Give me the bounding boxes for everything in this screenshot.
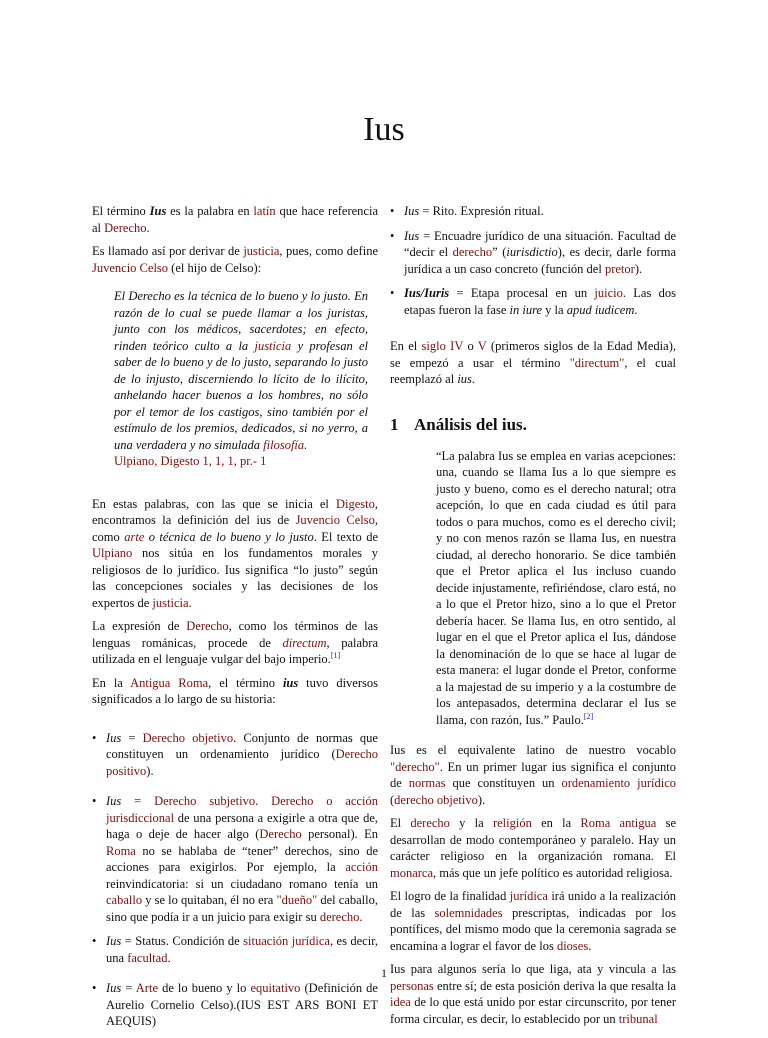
- digesto-paragraph: En estas palabras, con las que se inicia el Digesto, encontramos la definición del ius de Juvencio Celso, como arte o técnica de lo bueno y lo justo. El texto de Ulpiano nos sitúa en los fundamentos morales y religiosos de lo jurídico. Ius significa “lo justo” según las concepciones sociales y las decisiones de los expertos de justicia.: [92, 496, 378, 610]
- link-derecho-quoted[interactable]: "derecho": [390, 759, 440, 774]
- link-digesto-2[interactable]: Digesto: [335, 496, 375, 511]
- link-derecho-2[interactable]: Derecho: [186, 619, 229, 633]
- section-title: Análisis del ius.: [414, 414, 527, 434]
- link-arte-2[interactable]: Arte: [135, 981, 158, 995]
- footnote-ref-2[interactable]: [2]: [583, 711, 594, 721]
- link-dueno[interactable]: "dueño": [276, 893, 318, 907]
- link-filosofia[interactable]: filosofía: [263, 437, 305, 452]
- vocablo-paragraph: Ius es el equivalente latino de nuestro vocablo "derecho". En un primer lugar ius significa el conjunto de normas que constituyen un ordenamiento jurídico (derecho objetivo).: [390, 743, 676, 807]
- section-heading: [390, 414, 676, 436]
- link-juridica[interactable]: jurídica: [509, 889, 548, 903]
- link-accion[interactable]: acción: [345, 860, 378, 874]
- link-derecho[interactable]: Derecho: [104, 220, 147, 235]
- link-facultad[interactable]: facultad: [127, 950, 168, 965]
- list-item: • Ius/Iuris = Etapa procesal en un juicio. Las dos etapas fueron la fase in iure y la apud iudicem.: [390, 285, 676, 318]
- justicia-paragraph: Es llamado así por derivar de justicia, pues, como define Juvencio Celso (el hijo de Celso):: [92, 244, 378, 275]
- antigua-roma-paragraph: En la Antigua Roma, el término ius tuvo diversos significados a lo largo de su historia:: [92, 675, 378, 706]
- link-idea[interactable]: idea: [390, 995, 411, 1009]
- religion-paragraph: El derecho y la religión en la Roma antigua se desarrollan de modo contemporáneo y paralelo. Hay un carácter religioso en la organización romana. El monarca, más que un jefe político es autoridad religiosa.: [390, 816, 676, 880]
- link-derecho-4[interactable]: derecho: [319, 909, 360, 924]
- link-pretor[interactable]: pretor: [604, 261, 635, 276]
- link-monarca[interactable]: monarca: [390, 865, 434, 880]
- link-ulpiano[interactable]: Ulpiano: [114, 454, 155, 468]
- link-derecho-positivo[interactable]: Derecho positivo: [106, 747, 378, 778]
- link-juicio[interactable]: juicio: [594, 286, 623, 300]
- expresion-paragraph: La expresión de Derecho, como los términos de las lenguas románicas, procede de directum, palabra utilizada en el lenguaje vulgar del bajo imperio.[1]: [92, 619, 379, 666]
- link-roma[interactable]: Roma: [106, 843, 136, 858]
- link-roma-antigua[interactable]: Roma antigua: [580, 816, 657, 830]
- link-justicia-2[interactable]: justicia: [152, 595, 189, 610]
- link-solemnidades[interactable]: solemnidades: [434, 905, 503, 920]
- link-digesto[interactable]: Digesto: [160, 454, 200, 468]
- footnote-ref-1[interactable]: [1]: [330, 650, 341, 660]
- directum-paragraph: En el siglo IV o V (primeros siglos de la Edad Media), se empezó a usar el término "directum", el cual reemplazó al ius.: [390, 339, 677, 386]
- link-justicia[interactable]: justicia: [243, 244, 280, 258]
- link-derecho-objetivo-2[interactable]: derecho objetivo: [394, 792, 478, 807]
- paulo-quote: “La palabra Ius se emplea en varias acepciones: una, cuando se llama Ius a lo que siempre es justo y bueno, como es el derecho natural; otra acepción, lo que en cada ciudad es útil para todos o para muchos, como es el derecho civil; y no con menos razón se llama Ius, en nuestra ciudad, al derecho honorario. Se dice también que el Pretor aplica el Ius incluso cuando decide injustamente, refiriéndose, claro está, no a lo que el Pretor hizo, sino a lo que el Pretor debería hacer. Se llama Ius, en otro sentido, al lugar en el que el Pretor aplica el Ius, dándose la denominación de lo que se hace al lugar de esta manera: el lugar donde el Pretor, conforme a la majestad de su imperio y a la costumbre de los antepasados, determina declarar el Ius se llama, con razón, Ius.” Paulo.[2]: [436, 448, 676, 727]
- link-juvencio-celso-2[interactable]: Juvencio Celso: [295, 513, 375, 527]
- link-siglo-iv[interactable]: siglo IV: [421, 339, 464, 353]
- link-latin[interactable]: latín: [253, 204, 276, 218]
- quote-source: Ulpiano, Digesto 1, 1, 1, pr.- 1: [114, 454, 267, 468]
- link-derecho-5[interactable]: derecho: [452, 245, 493, 259]
- link-arte[interactable]: arte: [124, 529, 145, 544]
- link-situacion-juridica[interactable]: situación jurídica: [243, 934, 330, 948]
- link-derecho-6[interactable]: derecho: [410, 816, 450, 830]
- link-justicia-quote[interactable]: justicia: [254, 338, 292, 353]
- list-item: • Ius = Encuadre jurídico de una situación. Facultad de “decir el derecho” (iurisdictio), es decir, darle forma jurídica a un caso concreto (función del pretor).: [390, 228, 676, 278]
- right-column: [390, 203, 676, 1034]
- link-accion-jurisdiccional[interactable]: Derecho o acción jurisdiccional: [106, 794, 378, 825]
- link-derecho-subjetivo[interactable]: Derecho subjetivo: [154, 794, 256, 808]
- left-column: [92, 203, 378, 1038]
- link-tribunal[interactable]: tribunal: [618, 1011, 658, 1026]
- link-juvencio-celso[interactable]: Juvencio Celso: [92, 260, 169, 275]
- liga-paragraph: Ius para algunos sería lo que liga, ata y vincula a las personas entre sí; de esta posición deriva la que resalta la idea de lo que está unido por estar circunscrito, por tener forma circular, es decir, lo establecido por un tribunal: [390, 962, 676, 1026]
- section-number: 1: [390, 414, 399, 434]
- link-personas[interactable]: personas: [390, 978, 434, 993]
- link-siglo-v[interactable]: V: [477, 339, 487, 353]
- link-dioses[interactable]: dioses: [556, 938, 589, 953]
- list-item: • Ius = Derecho objetivo. Conjunto de normas que constituyen un ordenamiento jurídico (Derecho positivo).: [92, 730, 378, 780]
- link-directum-2[interactable]: "directum": [569, 355, 625, 370]
- link-derecho-objetivo[interactable]: Derecho objetivo: [142, 730, 234, 745]
- link-derecho-3[interactable]: Derecho: [259, 827, 302, 841]
- page-number: 1: [381, 966, 387, 980]
- link-equitativo[interactable]: equitativo: [250, 981, 301, 995]
- meanings-list: [92, 730, 378, 1030]
- meanings-list-continued: [390, 203, 676, 318]
- list-item: • Ius = Derecho subjetivo. Derecho o acción jurisdiccional de una persona a exigirle a otra que de, haga o deje de hacer algo (Derecho personal). En Roma no se hablaba de “tener” derechos, sino de acciones para exigirlos. Por ejemplo, la acción reinvindicatoria: si un ciudadano romano tenía un caballo y se lo quitaban, él no era "dueño" del caballo, sino que podía ir a un juicio para exigir su derecho.: [92, 793, 378, 925]
- link-antigua-roma[interactable]: Antigua Roma: [130, 675, 209, 690]
- link-ordenamiento-juridico[interactable]: ordenamiento jurídico: [561, 776, 676, 790]
- celso-quote: El Derecho es la técnica de lo bueno y lo justo. En razón de lo cual se puede llamar a los juristas, junto con los médicos, sacerdotes; en efecto, rinden teórico culto a la justicia y profesan el saber de lo bueno y de lo justo, separando lo justo de lo injusto, discerniendo lo lícito de lo ilícito, anhelando hacer buenos a los hombres, no sólo por el temor de los castigos, sino también por el estímulo de los premios, dedicados, si no yerro, a una verdadera y no simulada filosofía. Ulpiano, Digesto 1, 1, 1, pr.- 1: [114, 289, 369, 468]
- link-ulpiano-2[interactable]: Ulpiano: [92, 546, 133, 560]
- link-religion[interactable]: religión: [492, 816, 532, 830]
- list-item: • Ius = Rito. Expresión ritual.: [390, 203, 676, 220]
- link-directum[interactable]: directum: [282, 635, 327, 650]
- intro-paragraph: El término Ius es la palabra en latín que hace referencia al Derecho.: [92, 204, 378, 235]
- link-caballo[interactable]: caballo: [106, 893, 143, 907]
- list-item: • Ius = Status. Condición de situación jurídica, es decir, una facultad.: [92, 933, 378, 966]
- finalidad-paragraph: El logro de la finalidad jurídica irá unido a la realización de las solemnidades prescriptas, indicadas por los pontífices, del mismo modo que la ceremonia sagrada se encamina a lograr el favor de los dioses.: [390, 889, 676, 953]
- list-item: • Ius = Arte de lo bueno y lo equitativo (Definición de Aurelio Cornelio Celso).(IUS EST ARS BONI ET AEQUIS): [92, 980, 378, 1030]
- link-normas[interactable]: normas: [408, 776, 446, 790]
- page-title: Ius: [363, 111, 405, 148]
